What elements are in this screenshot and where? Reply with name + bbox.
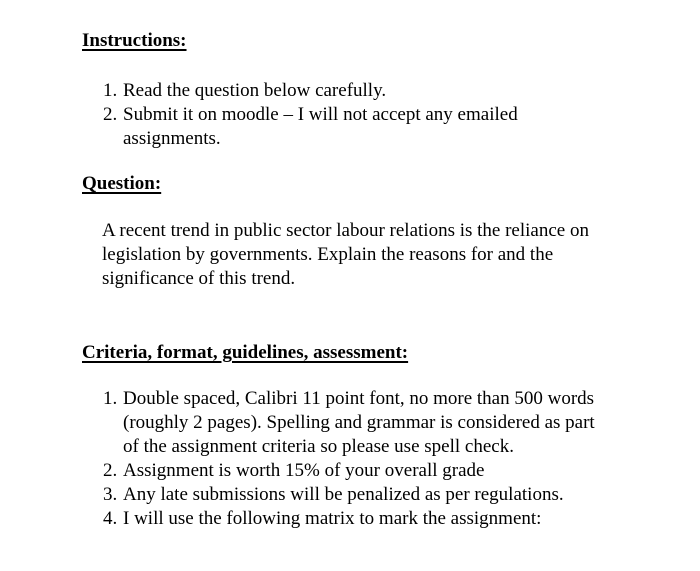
list-item — [103, 459, 613, 483]
list-item — [103, 507, 613, 531]
list-item-number: 2. — [103, 104, 118, 125]
list-item-number: 4. — [103, 508, 118, 529]
question-text: A recent trend in public sector labour relations is the reliance on legislation by governments. Explain the reasons for and the significance of this trend. — [102, 220, 589, 289]
list-item-text: Assignment is worth 15% of your overall grade — [123, 460, 485, 481]
list-item-text: I will use the following matrix to mark the assignment: — [123, 508, 542, 529]
list-item-text: Submit it on moodle – I will not accept any emailed assignments. — [123, 104, 518, 149]
question-heading: Question: — [82, 173, 162, 194]
list-item — [103, 483, 613, 507]
criteria-heading: Criteria, format, guidelines, assessment: — [82, 342, 409, 363]
list-item-number: 1. — [103, 388, 118, 409]
list-item-number: 3. — [103, 484, 118, 505]
instructions-list — [103, 79, 573, 151]
list-item-number: 2. — [103, 460, 118, 481]
list-item-text: Read the question below carefully. — [123, 80, 387, 101]
instructions-heading: Instructions: — [82, 30, 187, 51]
list-item-text: Any late submissions will be penalized as per regulations. — [123, 484, 564, 505]
criteria-list — [103, 387, 613, 531]
list-item — [103, 79, 573, 103]
list-item-text: Double spaced, Calibri 11 point font, no more than 500 words (roughly 2 pages). Spelling and grammar is considered as part of the assignment criteria so please use spell check. — [123, 388, 595, 457]
list-item-number: 1. — [103, 80, 118, 101]
list-item — [103, 103, 573, 151]
list-item — [103, 387, 613, 459]
